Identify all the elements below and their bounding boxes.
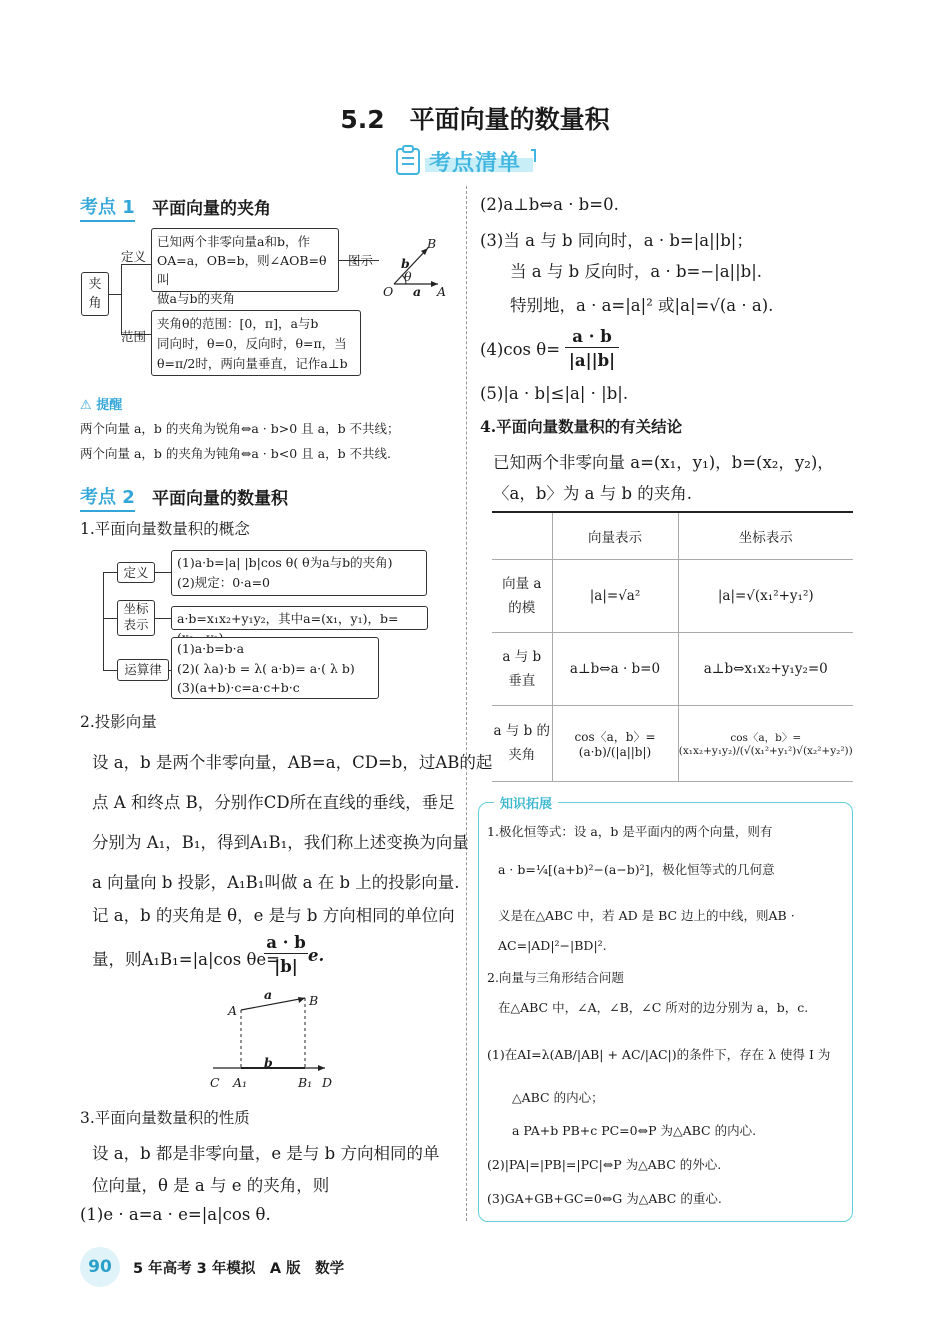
ext-line-8: △ABC 的内心； — [512, 1090, 604, 1105]
right-line-8: 〈a，b〉为 a 与 b 的夹角. — [493, 484, 693, 503]
proj-line-6: 量，则A₁B₁=|a|cos θe= — [92, 950, 280, 969]
right-line-4: 特别地，a · a=|a|² 或|a|=√(a · a). — [510, 296, 774, 315]
table-row — [492, 559, 853, 632]
right-line-2: (3)当 a 与 b 同向时，a · b=|a||b|； — [480, 231, 753, 250]
connector — [103, 670, 117, 671]
connector — [155, 572, 171, 573]
kp2-label: 考点 2 — [80, 483, 135, 512]
ext-line-2: a · b=¼[(a+b)²−(a−b)²]，极化恒等式的几何意 — [498, 862, 775, 877]
connector — [103, 572, 117, 573]
banner-text: 考点清单 — [429, 151, 522, 176]
row-coord: cos〈a，b〉=(x₁x₂+y₁y₂)/(√(x₁²+y₁²)√(x₂²+y₂²)) — [678, 705, 853, 781]
proj-line-2: 点 A 和终点 B，分别作CD所在直线的垂线，垂足 — [92, 793, 455, 812]
fig-O: O — [383, 284, 394, 299]
concept-def-line-1: (1)a·b=|a| |b|cos θ( θ为a与b的夹角) — [177, 555, 393, 570]
row-label: a 与 b 的 夹角 — [492, 705, 552, 781]
fig2-B1: B₁ — [298, 1075, 313, 1090]
cos-frac-den: |a||b| — [568, 351, 616, 370]
concept-coord-box: a·b=x₁x₂+y₁y₂，其中a=(x₁，y₁)，b= — [171, 606, 428, 630]
subsection-3: 3.平面向量数量积的性质 — [80, 1109, 250, 1127]
concept-rules-box — [171, 637, 379, 699]
fig2-b: b — [264, 1055, 273, 1070]
prop-line-3: (1)e · a=a · e=|a|cos θ. — [80, 1205, 271, 1224]
prop-line-1: 设 a，b 都是非零向量，e 是与 b 方向相同的单 — [92, 1144, 440, 1163]
def-line-1: 已知两个非零向量a和b，作 — [157, 234, 310, 249]
kp2-title: 平面向量的数量积 — [152, 489, 288, 509]
tip-line-1: 两个向量 a，b 的夹角为锐角⇔a · b>0 且 a，b 不共线； — [80, 421, 400, 436]
knowledge-tag: 知识拓展 — [494, 793, 558, 812]
proj-line-3: 分别为 A₁，B₁，得到A₁B₁，我们称上述变换为向量 — [92, 833, 469, 852]
fig2-A: A — [228, 1003, 238, 1018]
row-vector: |a|=√a² — [552, 559, 678, 632]
row-coord: a⊥b⇔x₁x₂+y₁y₂=0 — [678, 632, 853, 705]
definition-label: 定义 — [121, 249, 147, 264]
table-corner — [492, 512, 552, 559]
concept-rules-label: 运算律 — [117, 659, 169, 681]
prop-line-2: 位向量，θ 是 a 与 e 的夹角，则 — [92, 1176, 330, 1195]
table-row — [492, 705, 853, 781]
tip-label: 提醒 — [96, 398, 123, 413]
page-number: 90 — [80, 1247, 120, 1287]
ext-line-1: 1.极化恒等式：设 a，b 是平面内的两个向量，则有 — [487, 824, 773, 839]
page-title: 5.2 平面向量的数量积 — [340, 105, 610, 134]
connector — [103, 618, 117, 619]
row-coord: |a|=√(x₁²+y₁²) — [678, 559, 853, 632]
connector — [103, 572, 104, 670]
fig-b: b — [401, 256, 410, 271]
cos-frac-num: a · b — [565, 327, 619, 348]
row-vector: cos〈a，b〉=(a·b)/(|a||b|) — [552, 705, 678, 781]
right-line-7: 已知两个非零向量 a=(x₁，y₁)，b=(x₂，y₂)， — [493, 453, 834, 472]
warning-icon: ⚠ — [80, 398, 92, 413]
fig2-B: B — [309, 993, 319, 1008]
range-label: 范围 — [121, 329, 147, 344]
concept-def-label: 定义 — [117, 562, 155, 583]
footer-title: 5 年高考 3 年模拟 A 版 数学 — [133, 1261, 345, 1277]
row-label: a 与 b 垂直 — [492, 632, 552, 705]
section-banner — [395, 144, 537, 176]
proj-line-4: a 向量向 b 投影，A₁B₁叫做 a 在 b 上的投影向量. — [92, 873, 460, 892]
concept-def-box — [171, 550, 427, 596]
connector — [109, 294, 121, 295]
ext-line-6: 在△ABC 中，∠A，∠B，∠C 所对的边分别为 a，b，c. — [498, 1000, 809, 1015]
ext-line-11: (3)GA+GB+GC=0⇔G 为△ABC 的重心. — [487, 1191, 722, 1206]
ext-line-4: AC=|AD|²−|BD|². — [498, 938, 607, 953]
ext-line-9: a PA+b PB+c PC=0⇔P 为△ABC 的内心. — [512, 1123, 757, 1138]
fig-A: A — [437, 284, 447, 299]
ext-line-10: (2)|PA|=|PB|=|PC|⇔P 为△ABC 的外心. — [487, 1157, 722, 1172]
fig2-C: C — [210, 1075, 220, 1090]
row-label: 向量 a 的模 — [492, 559, 552, 632]
table-header-coord: 坐标表示 — [678, 512, 853, 559]
range-line-2: 同向时，θ=0，反向时，θ=π，当 — [157, 336, 347, 351]
tip-heading — [80, 394, 122, 413]
rule-line-3: (3)(a+b)·c=a·c+b·c — [177, 680, 300, 695]
proj-line-1: 设 a，b 是两个非零向量，AB=a，CD=b，过AB的起 — [92, 753, 493, 772]
range-line-3: θ=π/2时，两向量垂直，记作a⊥b — [157, 356, 348, 371]
row-vector: a⊥b⇔a · b=0 — [552, 632, 678, 705]
range-line-1: 夹角θ的范围：[0，π]，a与b — [157, 316, 319, 331]
right-line-5: (4)cos θ= — [480, 340, 561, 359]
fig2-D: D — [322, 1075, 333, 1090]
kp1-label: 考点 1 — [80, 193, 135, 222]
proj-line-5: 记 a，b 的夹角是 θ，e 是与 b 方向相同的单位向 — [92, 906, 455, 925]
subsection-1: 1.平面向量数量积的概念 — [80, 520, 250, 538]
subsection-2: 2.投影向量 — [80, 713, 157, 731]
table-header-row — [492, 512, 853, 559]
kp1-title: 平面向量的夹角 — [152, 199, 271, 219]
table-header-vector: 向量表示 — [552, 512, 678, 559]
right-line-6: (5)|a · b|≤|a| · |b|. — [480, 384, 629, 403]
ext-line-5: 2.向量与三角形结合问题 — [487, 970, 624, 985]
fig-B: B — [427, 236, 437, 251]
subsection-4: 4.平面向量数量积的有关结论 — [480, 417, 683, 436]
connector — [155, 618, 171, 619]
def-line-2: OA=a，OB=b，则∠AOB=θ叫 — [157, 253, 327, 287]
range-box — [151, 310, 361, 376]
column-divider — [466, 186, 467, 1221]
concept-coord-label: 坐标 表示 — [117, 600, 155, 636]
ext-line-3: 义是在△ABC 中，若 AD 是 BC 边上的中线，则AB · — [498, 908, 795, 923]
table-row — [492, 632, 853, 705]
fig-theta: θ — [404, 269, 412, 284]
ext-line-7: (1)在AI=λ(AB/|AB| + AC/|AC|)的条件下，存在 λ 使得 I 为 — [487, 1047, 831, 1062]
right-line-1: (2)a⊥b⇔a · b=0. — [480, 195, 619, 214]
connector — [121, 264, 122, 334]
definition-box — [151, 228, 339, 306]
def-line-3: 做a与b的夹角 — [157, 291, 235, 306]
proj-e: e. — [308, 946, 325, 965]
fig2-a: a — [264, 987, 273, 1002]
tip-line-2: 两个向量 a，b 的夹角为钝角⇔a · b<0 且 a，b 不共线. — [80, 446, 392, 461]
formula-table — [492, 511, 853, 782]
right-line-3: 当 a 与 b 反向时，a · b=−|a||b|. — [510, 262, 763, 281]
rule-line-1: (1)a·b=b·a — [177, 641, 245, 656]
fig2-A1: A₁ — [233, 1075, 248, 1090]
proj-frac-den: |b| — [274, 957, 298, 976]
rule-line-2: (2)( λa)·b = λ( a·b)= a·( λ b) — [177, 660, 355, 676]
fig-a: a — [413, 284, 422, 299]
figure-label: 图示 — [348, 253, 374, 268]
angle-root-box: 夹 角 — [81, 272, 109, 316]
proj-frac-num: a · b — [264, 933, 308, 954]
concept-def-line-2: (2)规定：0·a=0 — [177, 575, 271, 590]
